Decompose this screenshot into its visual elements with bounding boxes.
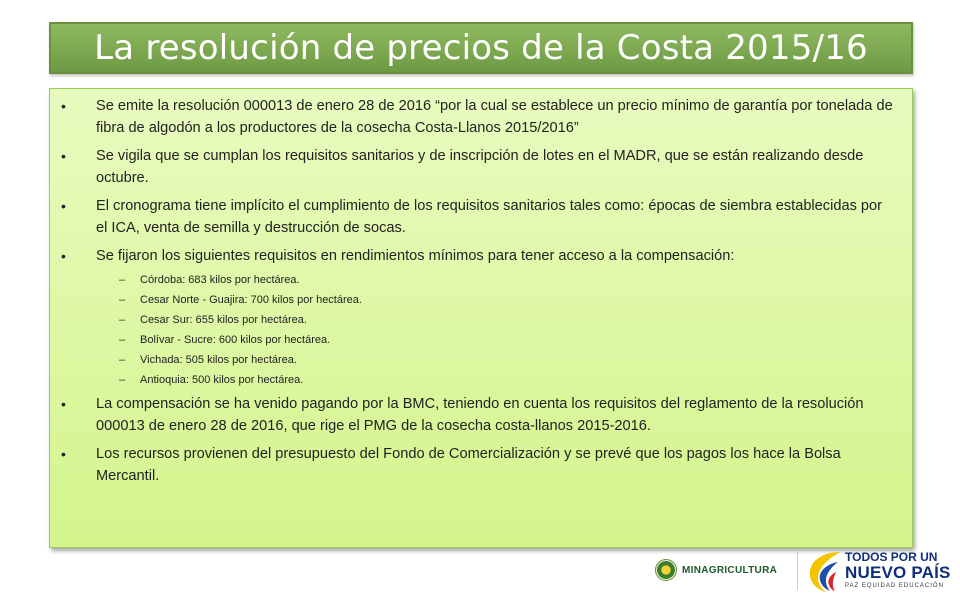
bullet-item: • Los recursos provienen del presupuesto del Fondo de Comercialización y se prevé que los pagos los hace la Bolsa Mercantil. xyxy=(50,443,894,487)
brand-line-2: NUEVO PAÍS xyxy=(845,563,951,582)
sub-bullet-item: – Córdoba: 683 kilos por hectárea. xyxy=(50,273,894,288)
footer-divider xyxy=(797,552,798,590)
ministry-name: MINAGRICULTURA xyxy=(682,564,778,576)
sub-bullet-item: – Cesar Sur: 655 kilos por hectárea. xyxy=(50,313,894,328)
sub-bullet-item: – Antioquia: 500 kilos por hectárea. xyxy=(50,373,894,388)
content-box xyxy=(49,88,913,548)
ministry-seal-icon xyxy=(655,559,677,581)
sub-bullet-item: – Bolívar - Sucre: 600 kilos por hectárea. xyxy=(50,333,894,348)
sub-bullet-item: – Vichada: 505 kilos por hectárea. xyxy=(50,353,894,368)
bullet-item: • Se emite la resolución 000013 de enero 28 de 2016 “por la cual se establece un precio mínimo de garantía por tonelada de fibra de algodón a los productores de la cosecha Costa-Llanos 2015/2016” xyxy=(50,95,894,139)
bullet-item: • El cronograma tiene implícito el cumplimiento de los requisitos sanitarios tales como: épocas de siembra establecidas por el ICA, venta de semilla y destrucción de socas. xyxy=(50,195,894,239)
bullet-item: • La compensación se ha venido pagando por la BMC, teniendo en cuenta los requisitos del reglamento de la resolución 000013 de enero 28 de 2016, que rige el PMG de la cosecha costa-llanos 2015-2016. xyxy=(50,393,894,437)
ministry-logo xyxy=(655,553,790,587)
bullet-list xyxy=(50,89,912,487)
bullet-item: • Se fijaron los siguientes requisitos en rendimientos mínimos para tener acceso a la compensación: xyxy=(50,245,894,267)
nuevo-pais-logo xyxy=(845,551,955,595)
nuevo-pais-logo-icon xyxy=(804,548,844,596)
slide-title-bar xyxy=(49,22,913,74)
bullet-item: • Se vigila que se cumplan los requisitos sanitarios y de inscripción de lotes en el MADR, que se están realizando desde octubre. xyxy=(50,145,894,189)
slide-title: La resolución de precios de la Costa 2015/16 xyxy=(94,28,868,68)
brand-line-1: TODOS POR UN xyxy=(845,550,938,564)
sub-bullet-item: – Cesar Norte - Guajira: 700 kilos por hectárea. xyxy=(50,293,894,308)
brand-line-3: PAZ EQUIDAD EDUCACIÓN xyxy=(845,583,944,589)
